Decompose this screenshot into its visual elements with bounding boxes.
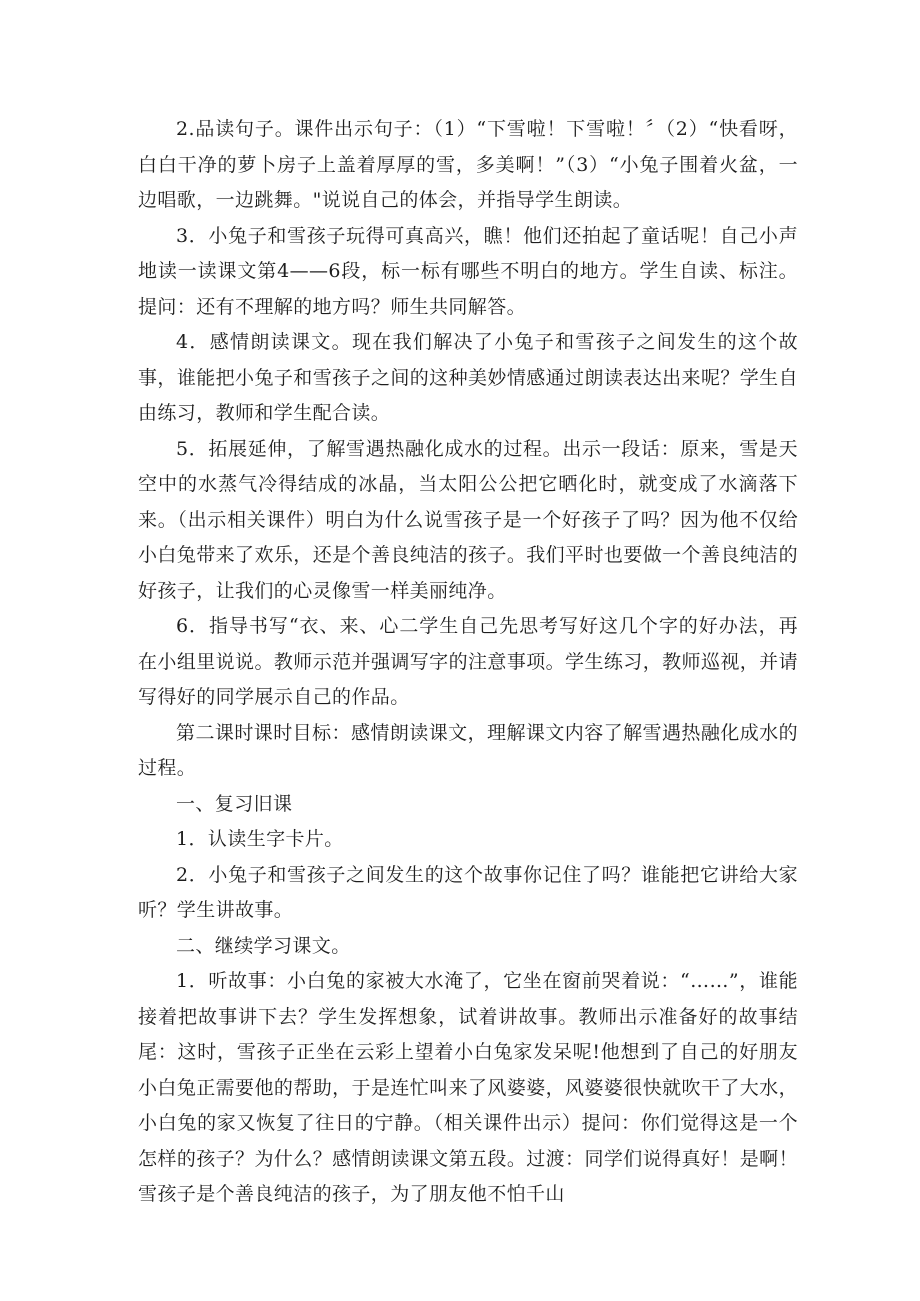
document-page bbox=[138, 112, 798, 1213]
heading-continue-learning: 二、继续学习课文。 bbox=[176, 934, 351, 957]
paragraph-emotional-reading: 4．感情朗读课文。现在我们解决了小兔子和雪孩子之间发生的这个故事，谁能把小兔子和雪孩子之间的这种美妙情感通过朗读表达出来呢？学生自由练习，教师和学生配合读。 bbox=[138, 331, 798, 424]
paragraph-word-cards: 1．认读生字卡片。 bbox=[176, 828, 344, 850]
paragraph-extension: 5．拓展延伸，了解雪遇热融化成水的过程。出示一段话：原来，雪是天空中的水蒸气冷得结成的冰晶，当太阳公公把它晒化时，就变成了水滴落下来。（出示相关课件）明白为什么说雪孩子是一个好孩子了吗？因为他不仅给小白兔带来了欢乐，还是个善良纯洁的孩子。我们平时也要做一个善良纯洁的好孩子，让我们的心灵像雪一样美丽纯净。 bbox=[138, 437, 798, 602]
heading-review: 一、复习旧课 bbox=[176, 792, 293, 815]
paragraph-self-reading: 3．小兔子和雪孩子玩得可真高兴，瞧！他们还拍起了童话呢！自己小声地读一读课文第4——6段，标一标有哪些不明白的地方。学生自读、标注。提问：还有不理解的地方吗？师生共同解答。 bbox=[138, 224, 798, 318]
paragraph-retell-story: 2．小兔子和雪孩子之间发生的这个故事你记住了吗？谁能把它讲给大家听？学生讲故事。 bbox=[138, 863, 798, 921]
paragraph-writing-guidance: 6．指导书写“衣、来、心二学生自己先思考写好这几个字的好办法，再在小组里说说。教师示范并强调写字的注意事项。学生练习，教师巡视，并请写得好的同学展示自己的作品。 bbox=[138, 615, 798, 708]
paragraph-reading-sentences: 2.品读句子。课件出示句子：（1）“下雪啦！下雪啦！〞（2）“快看呀，白白干净的萝卜房子上盖着厚厚的雪，多美啊！”（3）“小兔子围着火盆，一边唱歌，一边跳舞。"说说自己的体会，并指导学生朗读。 bbox=[138, 118, 798, 211]
paragraph-second-lesson-goal: 第二课时课时目标：感情朗读课文，理解课文内容了解雪遇热融化成水的过程。 bbox=[138, 721, 798, 779]
paragraph-listen-story: 1．听故事：小白兔的家被大水淹了，它坐在窗前哭着说：“……”，谁能接着把故事讲下去？学生发挥想象，试着讲故事。教师出示准备好的故事结尾：这时，雪孩子正坐在云彩上望着小白兔家发呆呢!他想到了自己的好朋友小白兔正需要他的帮助，于是连忙叫来了风婆婆，风婆婆很快就吹干了大水，小白兔的家又恢复了往日的宁静。（相关课件出示）提问：你们觉得这是一个怎样的孩子？为什么？感情朗读课文第五段。过渡：同学们说得真好！是啊！雪孩子是个善良纯洁的孩子，为了朋友他不怕千山 bbox=[138, 970, 798, 1205]
